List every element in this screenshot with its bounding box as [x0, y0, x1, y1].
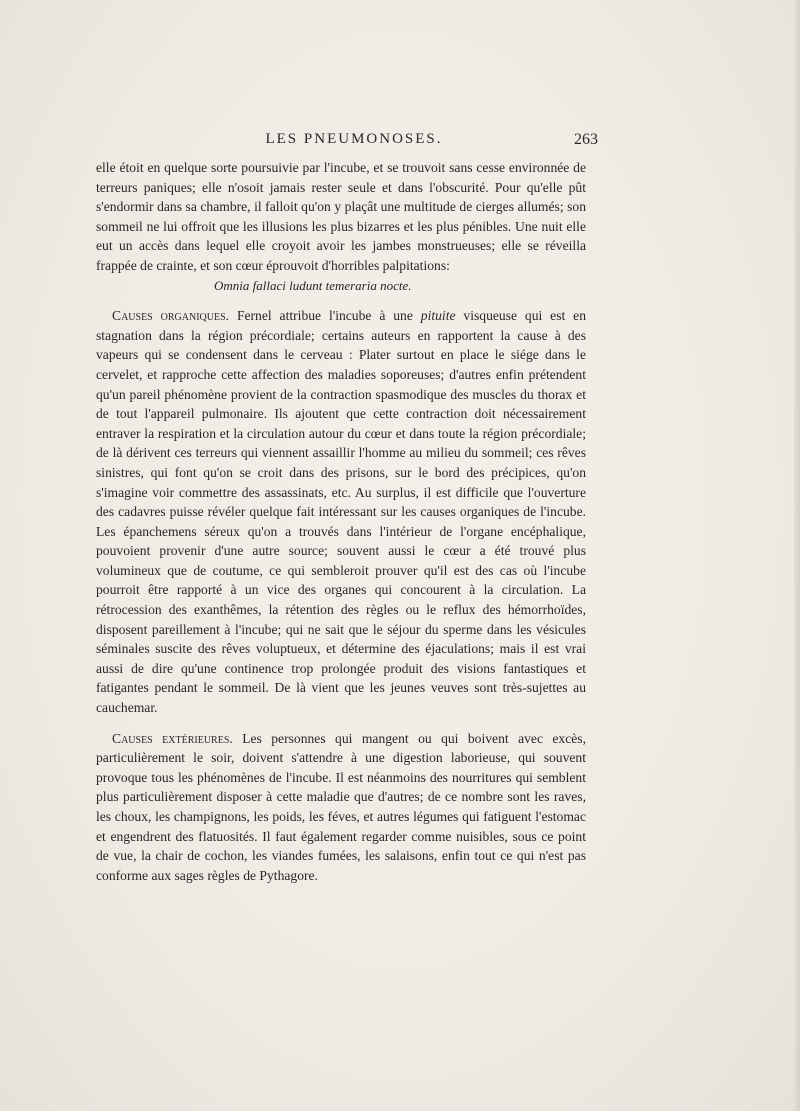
page-header — [96, 131, 598, 151]
page-number: 263 — [574, 131, 598, 148]
external-causes-heading: Causes extérieures. — [112, 730, 233, 746]
external-causes-paragraph — [96, 729, 586, 886]
organic-causes-paragraph — [96, 306, 586, 717]
organic-causes-text-a: Fernel attribue l'incube à une — [229, 308, 421, 324]
latin-quotation: Omnia fallaci ludunt temeraria nocte. — [214, 277, 412, 293]
page-edge — [794, 0, 800, 1111]
organic-causes-italic-term: pituite — [420, 308, 456, 324]
external-causes-text: Les personnes qui mangent ou qui boivent avec excès, particulièrement le soir, doivent s'attendre à une digestion laborieuse, qui souvent provoque tous les phénomènes de l'incube. Il est néanmoins des nourritures qui semblent plus particulièrement disposer à cette maladie que d'autres; de ce nombre sont les raves, les choux, les champignons, les poids, les féves, et autres légumes qui fatiguent l'estomac et engendrent des flatuosités. Il faut également regarder comme nuisibles, sous ce point de vue, la chair de cochon, les viandes fumées, les salaisons, enfin tout ce qui n'est pas conforme aux sages règles de Pythagore. — [96, 730, 586, 883]
organic-causes-heading: Causes organiques. — [112, 308, 230, 324]
organic-causes-text-b: visqueuse qui est en stagnation dans la région précordiale; certains auteurs en rapportent la cause à des vapeurs qui se condensent dans le cerveau : Plater surtout en place le siége dans le cervelet, et rapproche cette affection des maladies soporeuses; d'autres enfin prétendent qu'un pareil phénomène provient de la contraction spasmodique des muscles du thorax et de tout l'appareil pulmonaire. Ils ajoutent que cette contraction doit nécessairement entraver la respiration et la circulation autour du cœur et dans toute la région précordiale; de là dérivent ces terreurs qui viennent assaillir l'homme au milieu du sommeil; ces rêves sinistres, qui font qu'on se croit dans des prisons, sur le bord des précipices, qu'on s'imagine voir commettre des assassinats, etc. Au surplus, il est difficile que l'ouverture des cadavres puisse révéler quelque fait intéressant sur les causes organiques de l'incube. Les épanchemens séreux qu'on a trouvés dans l'intérieur de l'organe encéphalique, pouvoient provenir d'une autre source; souvent aussi le cœur a été trouvé plus volumineux que de coutume, ce qui sembleroit prouver qu'il est des cas où l'incube pourroit être rapporté à un vice des organes qui concourent à la circulation. La rétrocession des exanthêmes, la rétention des règles ou le reflux des hémorrhoïdes, disposent pareillement à l'incube; qui ne sait que le séjour du sperme dans les vésicules séminales suscite des rêves voluptueux, et détermine des éjaculations; mais il est vrai aussi de dire qu'une continence trop prolongée produit des visions fantastiques et fatigantes pendant le sommeil. De là vient que les jeunes veuves sont très-sujettes au cauchemar. — [96, 308, 586, 716]
body-text — [96, 158, 586, 885]
opening-paragraph: elle étoit en quelque sorte poursuivie par l'incube, et se trouvoit sans cesse environnée de terreurs paniques; elle n'osoit jamais rester seule et dans l'obscurité. Pour qu'elle pût s'endormir dans sa chambre, il falloit qu'on y plaçât une multitude de cierges allumés; son sommeil ne lui offroit que les illusions les plus bizarres et les plus pénibles. Une nuit elle eut un accès dans lequel elle croyoit avoir les jambes monstrueuses; elle se réveilla frappée de crainte, et son cœur éprouvoit d'horribles palpitations: — [96, 160, 586, 273]
running-title: LES PNEUMONOSES. — [265, 131, 443, 147]
